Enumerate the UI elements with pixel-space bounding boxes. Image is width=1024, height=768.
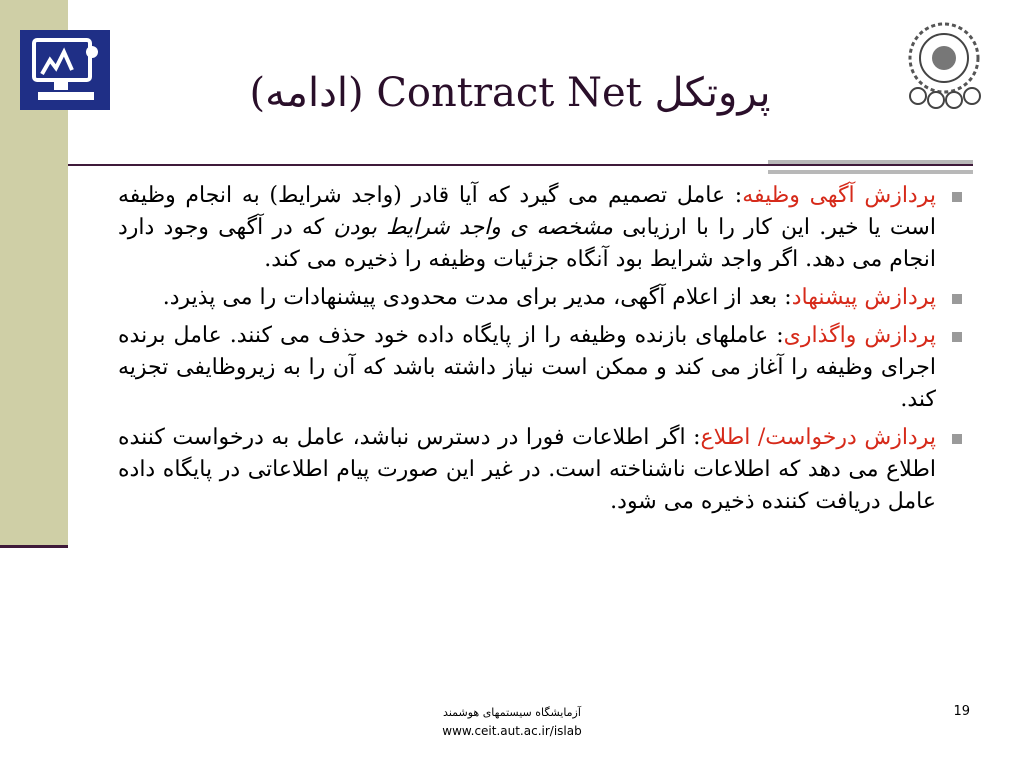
bullet-term: پردازش درخواست/ اطلاع	[700, 425, 936, 450]
bullet-text: که در آگهی وجود دارد انجام می دهد. اگر واجد شرایط بود آنگاه جزئیات وظیفه را ذخیره می کند.	[118, 215, 936, 272]
footer-url[interactable]: www.ceit.aut.ac.ir/islab	[442, 724, 582, 738]
slide-title: پروتکل Contract Net (ادامه)	[249, 70, 771, 116]
footer-org: آزمایشگاه سیستمهای هوشمند	[443, 706, 581, 719]
square-bullet-icon	[952, 434, 962, 444]
square-bullet-icon	[952, 192, 962, 202]
square-bullet-icon	[952, 294, 962, 304]
bullet-item	[118, 282, 966, 314]
page-number: 19	[953, 704, 970, 719]
bullet-term: پردازش آگهی وظیفه	[742, 183, 936, 208]
university-emblem-icon	[898, 18, 990, 110]
slide-body	[118, 180, 966, 524]
title-divider-accent-bottom	[768, 170, 973, 174]
bullet-item	[118, 180, 966, 276]
title-divider-accent-top	[768, 160, 973, 164]
bullet-text: : اگر اطلاعات فورا در دسترس نباشد، عامل به درخواست کننده اطلاع می دهد که اطلاعات ناشناخته است. در غیر این صورت پیام اطلاعاتی در پایگاه داده عامل دریافت کننده ذخیره می شود.	[118, 425, 936, 514]
left-decor-rule	[0, 545, 68, 548]
bullet-emphasis: مشخصه ی واجد شرایط بودن	[333, 215, 614, 240]
bullet-text: : عاملهای بازنده وظیفه را از پایگاه داده خود حذف می کنند. عامل برنده اجرای وظیفه را آغاز می کند و ممکن است نیاز داشته باشد که آن را به زیروظایفی تجزیه کند.	[118, 323, 936, 412]
square-bullet-icon	[952, 332, 962, 342]
footer	[412, 704, 612, 740]
bullet-text: : بعد از اعلام آگهی، مدیر برای مدت محدودی پیشنهادات را می پذیرد.	[162, 285, 792, 310]
islab-logo-icon	[20, 30, 110, 110]
bullet-term: پردازش واگذاری	[783, 323, 936, 348]
title-divider	[68, 164, 973, 166]
bullet-item	[118, 320, 966, 416]
bullet-term: پردازش پیشنهاد	[791, 285, 936, 310]
bullet-text: : عامل تصمیم می گیرد که آیا قادر (واجد شرایط) به انجام وظیفه است یا خیر. این کار را با ارزیابی	[118, 183, 936, 240]
bullet-item	[118, 422, 966, 518]
